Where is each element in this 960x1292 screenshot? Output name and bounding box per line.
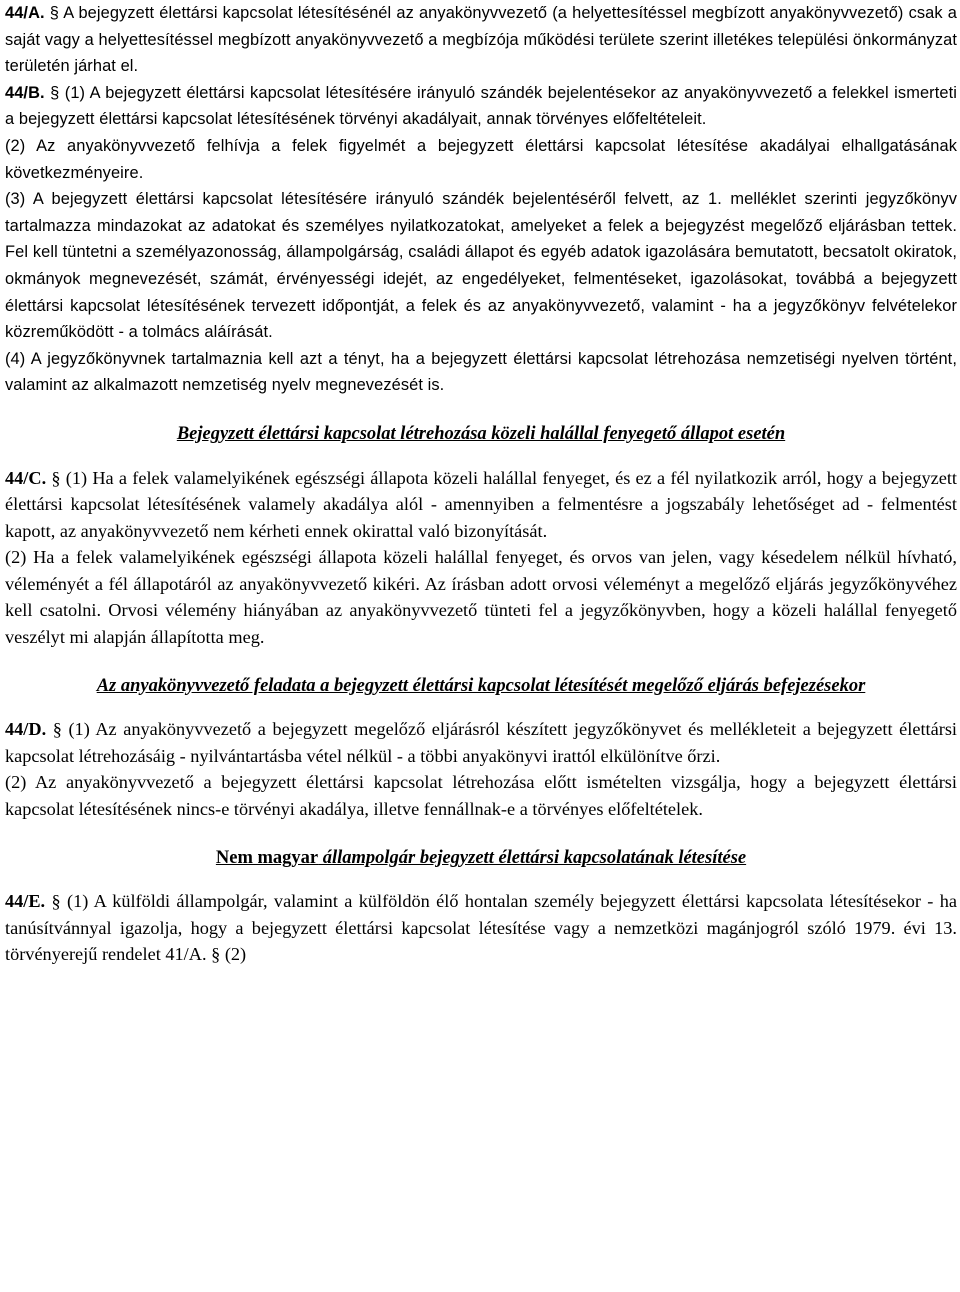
paragraph-text: (2) Az anyakönyvvezető felhívja a felek figyelmét a bejegyzett élettársi kapcsolat létesítése akadályai elhallgatásának következményeire. [5,136,957,182]
section-sign: § [52,719,62,740]
section-sign: § [211,944,221,965]
section-text: A bejegyzett élettársi kapcsolat létesítésénél az anyakönyvvezető (a helyettesítéssel megbízott anyakönyvvezető) csak a saját vagy a helyettesítéssel megbízott anyakönyvvezető a megbízója működési területe szerint illetékes települési önkormányzat területén járhat el. [5,4,957,76]
section-44b-para-1 [5,80,957,133]
section-44d-para-1 [5,716,957,769]
paragraph-tail: (2) [224,944,247,965]
section-44c-para-1 [5,465,957,545]
section-sign: § [50,83,60,102]
section-44a [5,0,957,80]
document-body [5,0,957,968]
section-44c-para-2 [5,544,957,650]
paragraph-text: (1) Az anyakönyvvezető a bejegyzett megelőző eljárásról készített jegyzőkönyvet és mellékleteit a bejegyzett élettársi kapcsolat létrehozásáig - nyilvántartásba vétel nélkül - a többi anyakönyvi irattól elkülönítve őrzi. [5,719,958,766]
section-number: 44/B. [5,83,45,102]
section-44d-para-2 [5,769,957,822]
section-sign: § [49,4,60,22]
section-heading: Bejegyzett élettársi kapcsolat létrehozása közeli halállal fenyegető állapot esetén [176,423,786,444]
section-number: 44/C. [5,467,47,488]
heading-plain-part: Nem magyar [215,847,319,868]
paragraph-text: (2) Ha a felek valamelyikének egészségi állapota közeli halállal fenyeget, és orvos van jelen, vagy késedelem nélkül hívható, véleményét a fél állapotáról az anyakönyvvezető kikéri. Az írásban adott orvosi véleményt a megelőző eljárás jegyzőkönyvéhez kell csatolni. Orvosi vélemény hiányában az anyakönyvvezető tünteti fel a jegyzőkönyvben, hogy a közeli halállal fenyegető veszélyt mi alapján állapította meg. [5,547,957,648]
section-44b-para-3 [5,186,957,346]
section-sign: § [51,891,61,912]
section-sign: § [51,467,61,488]
section-number: 44/E. [5,891,46,912]
paragraph-text: (4) A jegyzőkönyvnek tartalmaznia kell azt a tényt, ha a bejegyzett élettársi kapcsolat létrehozása nemzetiségi nyelven történt, valamint az alkalmazott nemzetiség nyelv megnevezését is. [5,349,957,395]
section-heading: Az anyakönyvvezető feladata a bejegyzett élettársi kapcsolat létesítését megelőző eljárás befejezésekor [96,675,866,696]
heading-italic-part: állampolgár bejegyzett élettársi kapcsolatának létesítése [318,847,747,868]
section-44e-para-1 [5,888,957,968]
paragraph-text: (1) A bejegyzett élettársi kapcsolat létesítésére irányuló szándék bejelentésekor az anyakönyvvezető a felekkel ismerteti a bejegyzett élettársi kapcsolat létesítésének törvényi akadályait, annak törvényes előfeltételeit. [5,83,958,129]
section-number: 44/A. [5,4,45,22]
section-number: 44/D. [5,719,47,740]
section-44b-para-2 [5,133,957,186]
paragraph-text: (3) A bejegyzett élettársi kapcsolat létesítésére irányuló szándék bejelentéséről felvett, az 1. melléklet szerinti jegyzőkönyv tartalmazza mindazokat az adatokat és személyes nyilatkozatokat, amelyeket a felek a bejegyzést megelőző eljárásban tettek. Fel kell tüntetni a személyazonosság, állampolgárság, családi állapot és egyéb adatok igazolására bemutatott, becsatolt okiratok, okmányok megnevezését, számát, érvényességi idejét, az engedélyeket, felmentéseket, igazolásokat, továbbá a bejegyzett élettársi kapcsolat létesítésének tervezett időpontját, a felek és az anyakönyvvezető, valamint - ha a jegyzőkönyv felvételekor közreműködött - a tolmács aláírását. [5,190,957,342]
paragraph-text: (2) Az anyakönyvvezető a bejegyzett élettársi kapcsolat létrehozása előtt ismételten vizsgálja, hogy a bejegyzett élettársi kapcsolat létesítésének nincs-e törvényi akadálya, illetve fennállnak-e a törvényes előfeltételek. [5,772,957,820]
section-44b-para-4 [5,346,957,399]
paragraph-text: (1) Ha a felek valamelyikének egészségi állapota közeli halállal fenyeget, és ez a fél nyilatkozik arról, hogy a bejegyzett élettársi kapcsolat létesítésének valamely akadálya alól - amennyiben a felmentésre a jogszabály lehetőséget ad - felmentést kapott, az anyakönyvvezető nem kérheti ennek okirattal való bizonyítását. [5,467,957,541]
paragraph-text: (1) A külföldi állampolgár, valamint a külföldön élő hontalan személy bejegyzett élettársi kapcsolata létesítésekor - ha tanúsítvánnyal igazolja, hogy a bejegyzett élettársi kapcsolat létesítése vagy a nemzetközi magánjogról szóló 1979. évi 13. törvényerejű rendelet 41/A. [5,891,957,965]
section-heading [5,845,957,872]
